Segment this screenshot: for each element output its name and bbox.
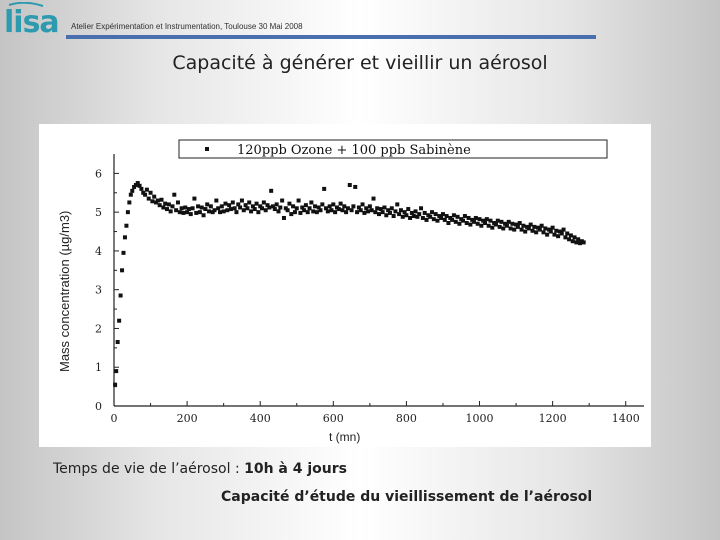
data-point — [276, 209, 280, 213]
lisa-logo — [3, 2, 67, 38]
data-point — [337, 207, 341, 211]
data-point — [245, 206, 249, 210]
data-point — [229, 207, 233, 211]
data-point — [119, 294, 123, 298]
data-point — [331, 202, 335, 206]
data-point — [350, 208, 354, 212]
data-point — [390, 206, 394, 210]
y-tick-label: 5 — [95, 206, 102, 220]
x-tick-label: 200 — [176, 412, 198, 425]
data-point — [344, 210, 348, 214]
data-point — [527, 226, 531, 230]
data-point — [205, 202, 209, 206]
data-point — [348, 183, 352, 187]
data-point — [280, 199, 284, 203]
data-point — [571, 239, 575, 243]
data-point — [328, 204, 332, 208]
y-tick-label: 3 — [95, 283, 102, 297]
data-point — [560, 231, 564, 235]
data-point — [346, 206, 350, 210]
y-tick-label: 6 — [95, 167, 102, 181]
data-point — [322, 187, 326, 191]
y-tick-label: 2 — [95, 322, 102, 336]
data-point — [472, 220, 476, 224]
data-point — [377, 212, 381, 216]
data-point — [397, 212, 401, 216]
data-point — [512, 228, 516, 232]
data-point — [342, 204, 346, 208]
data-point — [291, 204, 295, 208]
event-caption: Atelier Expérimentation et Instrumentation, Toulouse 30 Mai 2008 — [71, 22, 303, 31]
data-point — [165, 207, 169, 211]
data-point — [308, 206, 312, 210]
data-point — [534, 230, 538, 234]
data-point — [412, 214, 416, 218]
data-point — [160, 198, 164, 202]
data-point — [339, 202, 343, 206]
data-point — [423, 211, 427, 215]
y-tick-label: 1 — [95, 361, 102, 375]
data-point — [113, 383, 117, 387]
logo-text: lisa — [4, 5, 59, 38]
data-point — [381, 210, 385, 214]
data-point — [178, 210, 182, 214]
aging-study-note: Capacité d’étude du vieillissement de l’aérosol — [221, 489, 593, 505]
data-point — [192, 197, 196, 201]
data-point — [382, 206, 386, 210]
data-point — [425, 218, 429, 222]
data-point — [196, 204, 200, 208]
data-point — [443, 218, 447, 222]
data-point — [273, 207, 277, 211]
x-axis-label: t (mn) — [329, 430, 361, 444]
data-point — [340, 208, 344, 212]
data-point — [432, 217, 436, 221]
data-point — [487, 224, 491, 228]
data-point — [264, 208, 268, 212]
data-point — [434, 212, 438, 216]
x-tick-label: 600 — [322, 412, 344, 425]
data-point — [366, 209, 370, 213]
data-point — [456, 215, 460, 219]
data-point — [123, 235, 127, 239]
data-point — [147, 197, 151, 201]
data-point — [474, 216, 478, 220]
data-point — [333, 210, 337, 214]
data-point — [351, 204, 355, 208]
x-tick-label: 400 — [249, 412, 271, 425]
x-tick-labels — [111, 412, 640, 425]
data-point — [174, 208, 178, 212]
data-point — [549, 230, 553, 234]
data-point — [565, 231, 569, 235]
data-point — [545, 233, 549, 237]
data-point — [127, 200, 131, 204]
data-point — [516, 225, 520, 229]
data-point — [562, 228, 566, 232]
data-point — [260, 206, 264, 210]
data-point — [485, 217, 489, 221]
data-point — [541, 230, 545, 234]
data-point — [278, 206, 282, 210]
data-point — [233, 206, 237, 210]
data-point — [540, 224, 544, 228]
data-point — [247, 200, 251, 204]
data-point — [256, 210, 260, 214]
data-point — [116, 340, 120, 344]
x-tick-label: 1000 — [465, 412, 494, 425]
data-point — [191, 206, 195, 210]
data-point — [465, 221, 469, 225]
data-points — [113, 181, 586, 387]
data-point — [286, 208, 290, 212]
data-point — [117, 319, 121, 323]
data-point — [505, 224, 509, 228]
data-point — [521, 224, 525, 228]
data-point — [375, 206, 379, 210]
chart-axes — [114, 154, 644, 406]
data-point — [238, 206, 242, 210]
data-point — [494, 223, 498, 227]
data-point — [532, 225, 536, 229]
lifetime-note-prefix: Temps de vie de l’aérosol : — [53, 461, 245, 477]
x-tick-label: 1200 — [538, 412, 567, 425]
data-point — [582, 240, 586, 244]
data-point — [143, 193, 147, 197]
data-point — [510, 222, 514, 226]
data-point — [304, 203, 308, 207]
data-point — [150, 199, 154, 203]
lifetime-note — [53, 461, 347, 477]
header-divider — [66, 35, 596, 39]
data-point — [373, 210, 377, 214]
data-point — [569, 233, 573, 237]
data-point — [262, 200, 266, 204]
data-point — [213, 208, 217, 212]
data-point — [518, 221, 522, 225]
data-point — [450, 218, 454, 222]
data-point — [392, 214, 396, 218]
x-tick-label: 800 — [395, 412, 417, 425]
header — [0, 0, 720, 42]
data-point — [362, 211, 366, 215]
data-point — [529, 223, 533, 227]
data-point — [404, 213, 408, 217]
data-point — [490, 226, 494, 230]
data-point — [289, 212, 293, 216]
data-point — [355, 210, 359, 214]
data-point — [372, 197, 376, 201]
data-point — [488, 219, 492, 223]
data-point — [126, 210, 130, 214]
data-point — [414, 209, 418, 213]
data-point — [384, 213, 388, 217]
data-point — [452, 213, 456, 217]
data-point — [214, 199, 218, 203]
data-point — [445, 214, 449, 218]
data-point — [231, 200, 235, 204]
data-point — [220, 204, 224, 208]
slide-title: Capacité à générer et vieillir un aérosol — [172, 52, 548, 74]
lifetime-note-value: 10h à 4 jours — [244, 461, 347, 477]
data-point — [496, 219, 500, 223]
data-point — [124, 224, 128, 228]
data-point — [223, 202, 227, 206]
data-point — [227, 203, 231, 207]
data-point — [523, 230, 527, 234]
data-point — [149, 191, 153, 195]
data-point — [169, 209, 173, 213]
data-point — [198, 210, 202, 214]
data-point — [156, 199, 160, 203]
data-point — [417, 212, 421, 216]
data-point — [388, 211, 392, 215]
data-point — [172, 193, 176, 197]
data-point — [189, 212, 193, 216]
y-tick-labels — [95, 167, 102, 413]
data-point — [509, 226, 513, 230]
legend-marker — [205, 147, 209, 151]
data-point — [435, 219, 439, 223]
data-point — [298, 211, 302, 215]
data-point — [319, 208, 323, 212]
data-point — [543, 226, 547, 230]
data-point — [421, 216, 425, 220]
data-point — [170, 204, 174, 208]
data-point — [202, 213, 206, 217]
data-point — [478, 217, 482, 221]
data-point — [209, 204, 213, 208]
data-point — [167, 202, 171, 206]
data-point — [311, 209, 315, 213]
scatter-chart — [39, 124, 651, 447]
data-point — [176, 200, 180, 204]
data-point — [370, 208, 374, 212]
data-point — [183, 206, 187, 210]
data-point — [556, 234, 560, 238]
data-point — [361, 202, 365, 206]
data-point — [395, 202, 399, 206]
data-point — [551, 226, 555, 230]
data-point — [139, 187, 143, 191]
data-point — [194, 211, 198, 215]
data-point — [454, 220, 458, 224]
data-point — [122, 251, 126, 255]
data-point — [287, 202, 291, 206]
data-point — [468, 223, 472, 227]
data-point — [297, 199, 301, 203]
data-point — [501, 226, 505, 230]
data-point — [320, 202, 324, 206]
data-point — [158, 203, 162, 207]
legend-label: 120ppb Ozone + 100 ppb Sabinène — [237, 143, 471, 158]
data-point — [315, 210, 319, 214]
data-point — [408, 216, 412, 220]
data-point — [576, 237, 580, 241]
data-point — [295, 206, 299, 210]
data-point — [275, 202, 279, 206]
data-point — [563, 235, 567, 239]
data-point — [129, 193, 133, 197]
data-point — [573, 235, 577, 239]
data-point — [439, 216, 443, 220]
data-point — [499, 220, 503, 224]
data-point — [326, 209, 330, 213]
data-point — [130, 189, 134, 193]
data-point — [234, 210, 238, 214]
y-tick-label: 4 — [95, 244, 102, 258]
data-point — [498, 225, 502, 229]
data-point — [483, 221, 487, 225]
data-point — [269, 189, 273, 193]
data-point — [293, 210, 297, 214]
data-point — [393, 209, 397, 213]
data-point — [207, 209, 211, 213]
y-tick-label: 0 — [95, 400, 102, 413]
data-point — [114, 369, 118, 373]
data-point — [531, 229, 535, 233]
data-point — [242, 208, 246, 212]
data-point — [309, 200, 313, 204]
data-point — [476, 222, 480, 226]
x-tick-label: 1400 — [611, 412, 640, 425]
data-point — [240, 199, 244, 203]
data-point — [163, 202, 167, 206]
data-point — [145, 188, 149, 192]
data-point — [180, 206, 184, 210]
data-point — [200, 206, 204, 210]
x-tick-label: 0 — [110, 412, 118, 425]
data-point — [554, 229, 558, 233]
data-point — [181, 211, 185, 215]
data-point — [401, 215, 405, 219]
data-point — [203, 207, 207, 211]
data-point — [507, 220, 511, 224]
data-point — [225, 208, 229, 212]
data-point — [249, 209, 253, 213]
data-point — [353, 185, 357, 189]
data-point — [218, 210, 222, 214]
data-point — [329, 208, 333, 212]
data-point — [313, 204, 317, 208]
data-point — [368, 204, 372, 208]
data-point — [457, 222, 461, 226]
data-point — [267, 206, 271, 210]
data-point — [520, 228, 524, 232]
y-axis-label: Mass concentration (µg/m3) — [57, 210, 72, 372]
data-point — [552, 233, 556, 237]
data-point — [253, 207, 257, 211]
data-point — [187, 207, 191, 211]
data-point — [428, 215, 432, 219]
data-point — [222, 209, 226, 213]
data-point — [538, 228, 542, 232]
data-point — [441, 212, 445, 216]
data-point — [255, 202, 259, 206]
data-point — [463, 214, 467, 218]
data-point — [399, 208, 403, 212]
data-point — [302, 208, 306, 212]
data-point — [161, 206, 165, 210]
chart-panel — [39, 124, 651, 447]
data-point — [430, 210, 434, 214]
data-point — [406, 207, 410, 211]
data-point — [446, 221, 450, 225]
data-point — [461, 219, 465, 223]
data-point — [306, 210, 310, 214]
data-point — [479, 224, 483, 228]
data-point — [419, 206, 423, 210]
data-point — [152, 195, 156, 199]
data-point — [467, 216, 471, 220]
data-point — [120, 268, 124, 272]
data-point — [567, 237, 571, 241]
data-point — [216, 206, 220, 210]
data-point — [359, 208, 363, 212]
data-point — [282, 216, 286, 220]
legend — [179, 140, 607, 158]
